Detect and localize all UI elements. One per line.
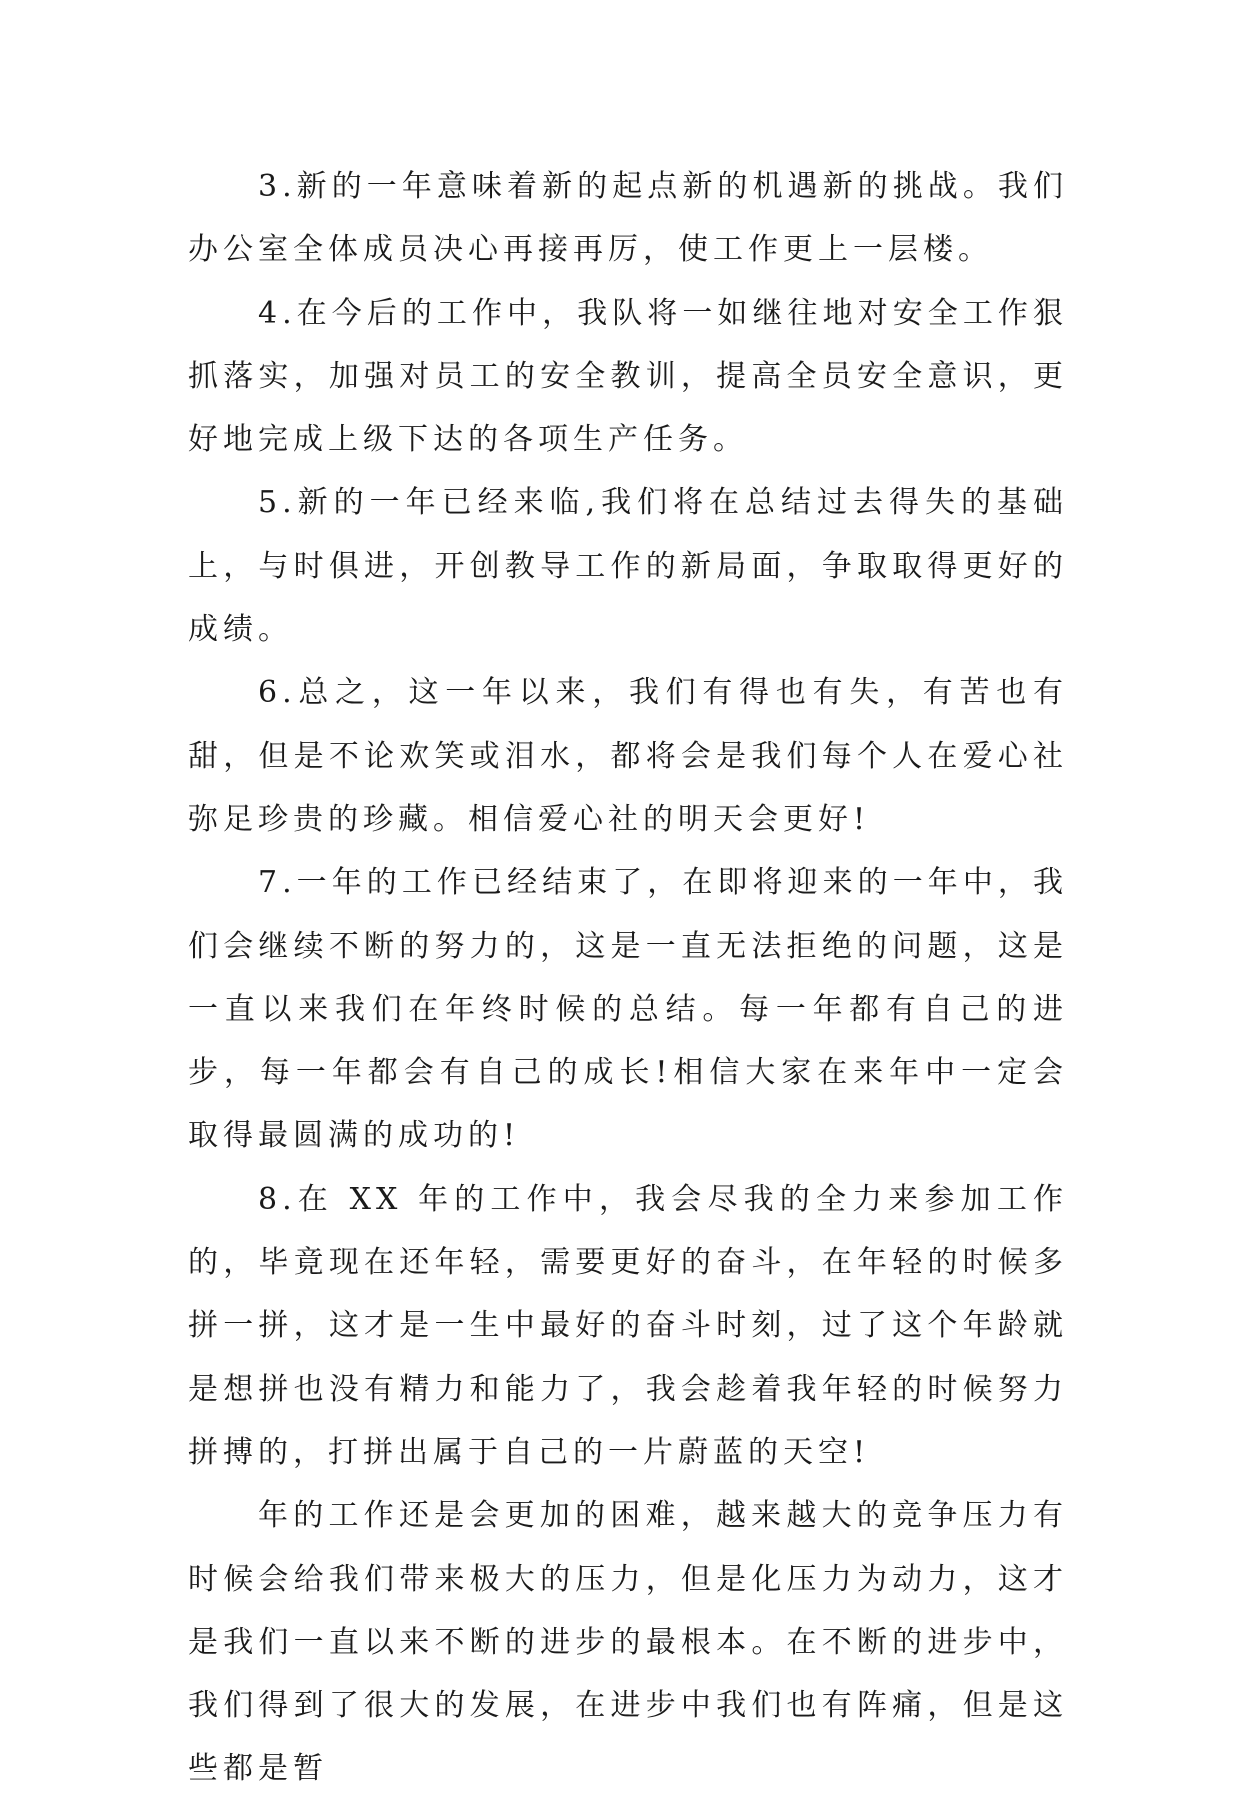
paragraph-3: 3.新的一年意味着新的起点新的机遇新的挑战。我们办公室全体成员决心再接再厉，使工作更上一层楼。 [188, 169, 1068, 268]
paragraph-4: 4.在今后的工作中，我队将一如继往地对安全工作狠抓落实，加强对员工的安全教训，提高全员安全意识，更好地完成上级下达的各项生产任务。 [188, 295, 1068, 458]
paragraph-6: 6.总之，这一年以来，我们有得也有失，有苦也有甜，但是不论欢笑或泪水，都将会是我们每个人在爱心社弥足珍贵的珍藏。相信爱心社的明天会更好! [188, 675, 1068, 837]
paragraph-7: 7.一年的工作已经结束了，在即将迎来的一年中，我们会继续不断的努力的，这是一直无法拒绝的问题，这是一直以来我们在年终时候的总结。每一年都有自己的进步，每一年都会有自己的成长!相信大家在来年中一定会取得最圆满的成功的! [188, 865, 1068, 1154]
paragraph-8: 8.在 XX 年的工作中，我会尽我的全力来参加工作的，毕竟现在还年轻，需要更好的奋斗，在年轻的时候多拼一拼，这才是一生中最好的奋斗时刻，过了这个年龄就是想拼也没有精力和能力了，我会趁着我年轻的时候努力拼搏的，打拼出属于自己的一片蔚蓝的天空! [188, 1181, 1068, 1470]
paragraph-closing: 年的工作还是会更加的困难，越来越大的竞争压力有时候会给我们带来极大的压力，但是化压力为动力，这才是我们一直以来不断的进步的最根本。在不断的进步中，我们得到了很大的发展，在进步中我们也有阵痛，但是这些都是暂 [188, 1498, 1068, 1787]
document-body [188, 155, 1068, 1801]
paragraph-5: 5.新的一年已经来临,我们将在总结过去得失的基础上，与时俱进，开创教导工作的新局面，争取取得更好的成绩。 [188, 485, 1068, 648]
